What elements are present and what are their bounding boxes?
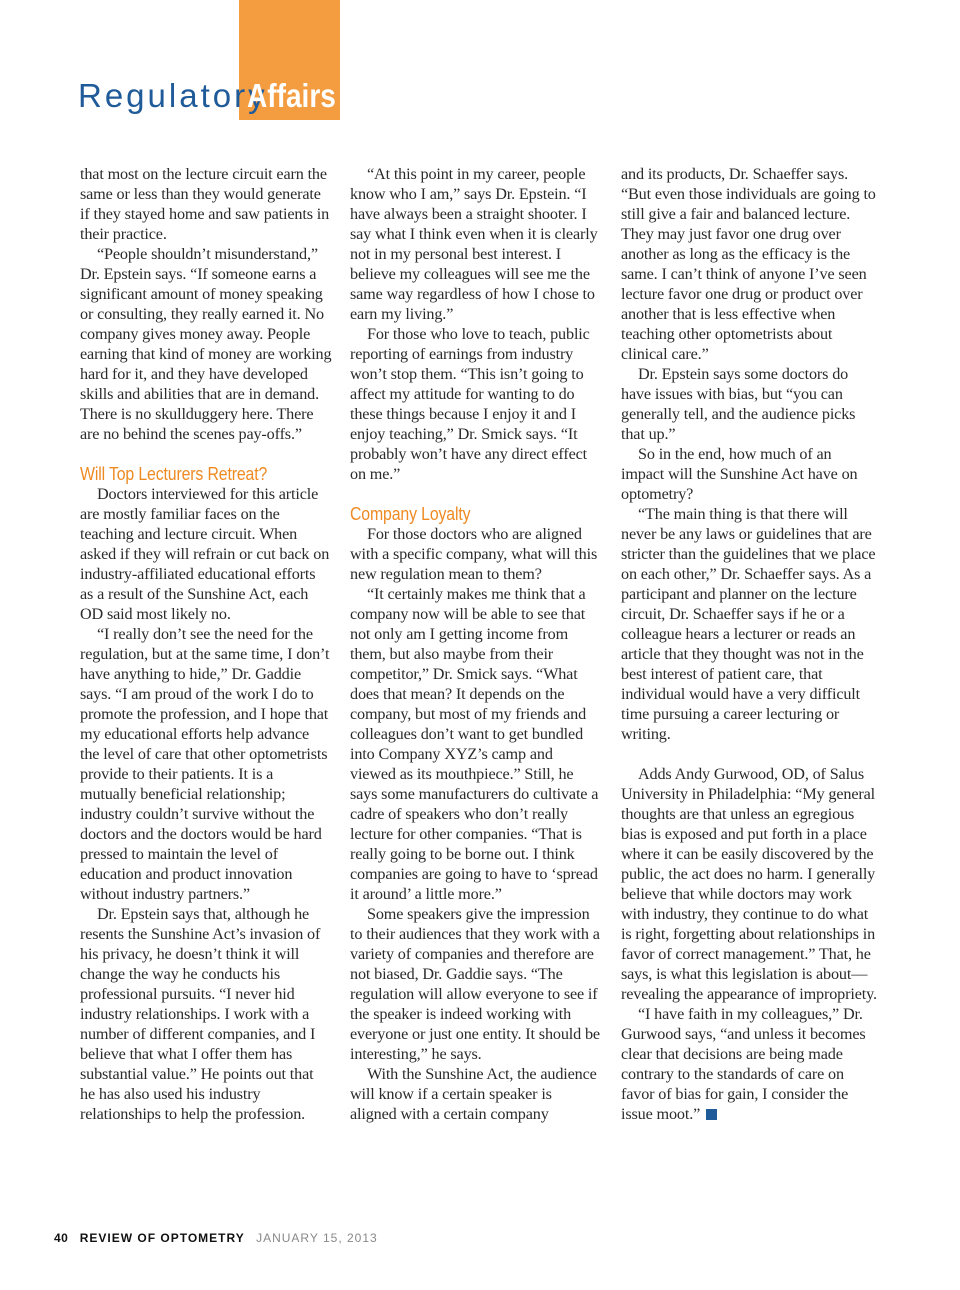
paragraph-gap [621,744,877,764]
paragraph: “At this point in my career, people know who I am,” says Dr. Epstein. “I have always been a straight shooter. I say what I think even when it is clearly not in my personal best interest. I believe my colleagues will see me the same way regardless of how I chose to earn my living.” [350,165,598,323]
page-footer [54,1231,378,1245]
paragraph: For those doctors who are aligned with a specific company, what will this new regulation mean to them? [350,525,598,583]
paragraph: Adds Andy Gurwood, OD, of Salus University in Philadelphia: “My general thoughts are that unless an egregious bias is exposed and put forth in a place where it can be easily discovered by the public, the act does no harm. I generally believe that while doctors may work with industry, they continue to do what is right, forgetting about relationships in favor of correct management.” That, he says, is what this legislation is about—revealing the appearance of impropriety. [621,765,877,1003]
section-title: Regulatory [78,77,268,114]
paragraph: “It certainly makes me think that a company now will be able to see that not only am I getting income from them, but also maybe from their competitor,” Dr. Smick says. “What does that mean? It depends on the company, but most of my friends and colleagues don’t want to get bundled into Company XYZ’s camp and viewed as its mouthpiece.” Still, he says some manufacturers do cultivate a cadre of speakers who don’t really lecture for other companies. “That is really going to be borne out. I think companies are going to have to ‘spread it around’ a little more.” [350,585,599,903]
paragraph: “People shouldn’t misunderstand,” Dr. Epstein says. “If someone earns a significant amount of money speaking or consulting, they really earned it. No company gives money away. People earning that kind of money are working hard for it, and they have developed skills and abilities that are in demand. There is no skullduggery here. There are no behind the scenes pay-offs.” [80,245,332,443]
paragraph: that most on the lecture circuit earn the same or less than they would generate if they stayed home and saw patients in their practice. [80,165,330,243]
section-heading: Company Loyalty [350,504,471,524]
paragraph [621,1004,877,1124]
section-title-highlight: Affairs [247,77,336,114]
publication-name: REVIEW OF OPTOMETRY [79,1231,245,1245]
paragraph: So in the end, how much of an impact will the Sunshine Act have on optometry? [621,445,858,503]
article-column-2 [350,164,602,1124]
paragraph: For those who love to teach, public reporting of earnings from industry won’t stop them. “This isn’t going to affect my attitude for wanting to do these things because I enjoy it and I enjoy teaching,” Dr. Smick says. “It probably won’t have any direct effect on me.” [350,325,590,483]
article-column-1 [80,164,332,1124]
paragraph: “The main thing is that there will never be any laws or guidelines that are stricter than the guidelines that we place on each other,” Dr. Schaeffer says. As a participant and planner on the lecture circuit, Dr. Schaeffer says if he or a colleague hears a lecturer or reads an article that they thought was not in the best interest of patient care, that individual would have a very difficult time pursuing a career lecturing or writing. [621,505,876,743]
paragraph: Dr. Epstein says some doctors do have issues with bias, but “you can generally tell, and the audience picks that up.” [621,365,856,443]
paragraph: and its products, Dr. Schaeffer says. “But even those individuals are going to still give a fair and balanced lecture. They may just favor one drug over another as long as the efficacy is the same. I can’t think of anyone I’ve seen lecture favor one drug or product over another that is less effective when teaching other optometrists about clinical care.” [621,165,876,363]
paragraph: “I really don’t see the need for the regulation, but at the same time, I don’t have anything to hide,” Dr. Gaddie says. “I am proud of the work I do to promote the profession, and I hope that my educational efforts help advance the level of care that other optometrists provide to their patients. It is a mutually beneficial relationship; industry couldn’t survive without the doctors and the doctors would be hard pressed to maintain the level of education and product innovation without industry partners.” [80,625,330,903]
issue-date: JANUARY 15, 2013 [256,1231,378,1245]
section-heading: Will Top Lecturers Retreat? [80,464,268,484]
article-column-3 [621,164,877,1124]
end-of-article-icon [706,1109,717,1120]
paragraph-text: “I have faith in my colleagues,” Dr. Gurwood says, “and unless it becomes clear that decisions are being made contrary to the standards of care on favor of bias for gain, I consider the issue moot.” [621,1005,866,1123]
page-number: 40 [54,1231,69,1245]
paragraph: With the Sunshine Act, the audience will know if a certain speaker is aligned with a certain company [350,1065,597,1123]
paragraph: Doctors interviewed for this article are mostly familiar faces on the teaching and lecture circuit. When asked if they will refrain or cut back on industry-affiliated educational efforts as a result of the Sunshine Act, each OD said most likely no. [80,485,330,623]
paragraph: Some speakers give the impression to their audiences that they work with a variety of companies and therefore are not biased, Dr. Gaddie says. “The regulation will allow everyone to see if the speaker is indeed working with everyone or just one entity. It should be interesting,” he says. [350,905,600,1063]
paragraph: Dr. Epstein says that, although he resents the Sunshine Act’s invasion of his privacy, he doesn’t think it will change the way he conducts his professional pursuits. “I never hid industry relationships. I work with a number of different companies, and I believe that what I offer them has substantial value.” He points out that he has also used his industry relationships to help the profession. [80,905,321,1123]
